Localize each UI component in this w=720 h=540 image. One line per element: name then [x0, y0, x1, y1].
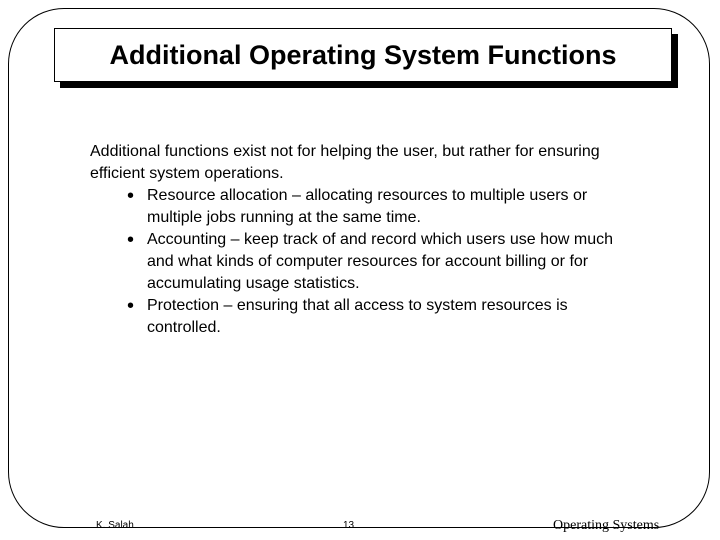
- bullet-text: Protection – ensuring that all access to system resources is controlled.: [147, 297, 568, 336]
- bullet-icon: •: [127, 295, 135, 317]
- bullet-text: Resource allocation – allocating resources to multiple users or multiple jobs running at the same time.: [147, 187, 588, 226]
- footer-page-number: 13: [343, 520, 355, 531]
- slide-title: Additional Operating System Functions: [109, 39, 617, 70]
- bullet-list: [90, 185, 635, 339]
- bullet-text: Accounting – keep track of and record which users use how much and what kinds of computer resources for account billing or for accumulating usage statistics.: [147, 231, 614, 292]
- title-box: [54, 28, 672, 82]
- bullet-icon: •: [127, 185, 135, 207]
- footer-course: Operating Systems: [553, 518, 660, 533]
- slide-body: [90, 141, 635, 339]
- intro-paragraph: Additional functions exist not for helping the user, but rather for ensuring efficient system operations.: [90, 143, 600, 182]
- bullet-item: [90, 229, 635, 295]
- bullet-item: [90, 185, 635, 229]
- bullet-item: [90, 295, 635, 339]
- footer-author: K. Salah: [96, 520, 134, 531]
- bullet-icon: •: [127, 229, 135, 251]
